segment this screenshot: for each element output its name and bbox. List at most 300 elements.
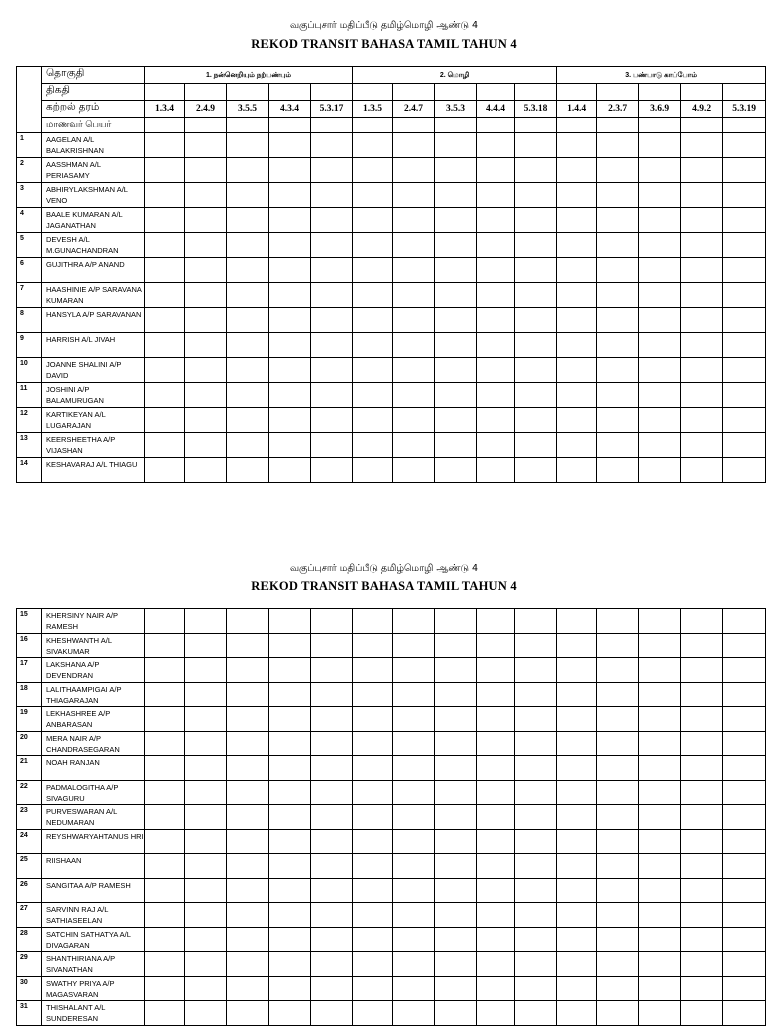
mark-cell[interactable] [185,308,227,333]
mark-cell[interactable] [723,458,766,483]
mark-cell[interactable] [597,333,639,358]
mark-cell[interactable] [393,658,435,683]
mark-cell[interactable] [185,158,227,183]
date-cell[interactable] [185,84,227,101]
mark-cell[interactable] [723,731,766,756]
mark-cell[interactable] [515,458,557,483]
mark-cell[interactable] [515,903,557,928]
mark-cell[interactable] [393,183,435,208]
date-cell[interactable] [435,84,477,101]
mark-cell[interactable] [557,283,597,308]
mark-cell[interactable] [145,283,185,308]
mark-cell[interactable] [227,283,269,308]
mark-cell[interactable] [597,358,639,383]
mark-cell[interactable] [477,854,515,879]
mark-cell[interactable] [681,707,723,732]
mark-cell[interactable] [723,383,766,408]
mark-cell[interactable] [477,633,515,658]
mark-cell[interactable] [269,878,311,903]
mark-cell[interactable] [597,927,639,952]
mark-cell[interactable] [353,756,393,781]
mark-cell[interactable] [145,258,185,283]
mark-cell[interactable] [681,903,723,928]
mark-cell[interactable] [393,927,435,952]
mark-cell[interactable] [477,927,515,952]
mark-cell[interactable] [477,878,515,903]
mark-cell[interactable] [393,258,435,283]
mark-cell[interactable] [145,976,185,1001]
mark-cell[interactable] [145,609,185,634]
mark-cell[interactable] [435,358,477,383]
mark-cell[interactable] [681,258,723,283]
mark-cell[interactable] [557,658,597,683]
mark-cell[interactable] [185,805,227,830]
mark-cell[interactable] [185,952,227,977]
mark-cell[interactable] [393,854,435,879]
mark-cell[interactable] [681,133,723,158]
mark-cell[interactable] [311,756,353,781]
mark-cell[interactable] [723,682,766,707]
mark-cell[interactable] [435,609,477,634]
mark-cell[interactable] [269,358,311,383]
mark-cell[interactable] [557,308,597,333]
mark-cell[interactable] [185,458,227,483]
mark-cell[interactable] [393,805,435,830]
mark-cell[interactable] [639,707,681,732]
mark-cell[interactable] [435,805,477,830]
mark-cell[interactable] [227,682,269,707]
mark-cell[interactable] [723,133,766,158]
mark-cell[interactable] [311,609,353,634]
mark-cell[interactable] [227,927,269,952]
mark-cell[interactable] [723,707,766,732]
mark-cell[interactable] [227,158,269,183]
mark-cell[interactable] [597,408,639,433]
mark-cell[interactable] [311,927,353,952]
mark-cell[interactable] [557,433,597,458]
mark-cell[interactable] [557,358,597,383]
mark-cell[interactable] [681,829,723,854]
mark-cell[interactable] [723,183,766,208]
mark-cell[interactable] [353,333,393,358]
mark-cell[interactable] [435,903,477,928]
mark-cell[interactable] [639,952,681,977]
mark-cell[interactable] [269,780,311,805]
mark-cell[interactable] [185,682,227,707]
mark-cell[interactable] [311,1001,353,1026]
mark-cell[interactable] [597,183,639,208]
mark-cell[interactable] [227,952,269,977]
mark-cell[interactable] [597,682,639,707]
mark-cell[interactable] [353,283,393,308]
mark-cell[interactable] [723,233,766,258]
mark-cell[interactable] [185,780,227,805]
mark-cell[interactable] [723,780,766,805]
mark-cell[interactable] [435,633,477,658]
mark-cell[interactable] [311,383,353,408]
mark-cell[interactable] [311,433,353,458]
mark-cell[interactable] [145,1001,185,1026]
mark-cell[interactable] [597,780,639,805]
mark-cell[interactable] [145,878,185,903]
mark-cell[interactable] [477,756,515,781]
mark-cell[interactable] [269,682,311,707]
mark-cell[interactable] [477,158,515,183]
mark-cell[interactable] [269,458,311,483]
date-cell[interactable] [723,84,766,101]
mark-cell[interactable] [597,383,639,408]
mark-cell[interactable] [269,433,311,458]
mark-cell[interactable] [557,383,597,408]
mark-cell[interactable] [639,183,681,208]
mark-cell[interactable] [639,658,681,683]
date-cell[interactable] [145,84,185,101]
mark-cell[interactable] [639,408,681,433]
mark-cell[interactable] [185,358,227,383]
mark-cell[interactable] [353,383,393,408]
mark-cell[interactable] [227,183,269,208]
mark-cell[interactable] [515,233,557,258]
mark-cell[interactable] [557,158,597,183]
mark-cell[interactable] [477,780,515,805]
mark-cell[interactable] [477,208,515,233]
mark-cell[interactable] [515,780,557,805]
mark-cell[interactable] [145,682,185,707]
mark-cell[interactable] [227,731,269,756]
mark-cell[interactable] [557,805,597,830]
mark-cell[interactable] [145,731,185,756]
mark-cell[interactable] [227,756,269,781]
mark-cell[interactable] [477,903,515,928]
mark-cell[interactable] [723,258,766,283]
mark-cell[interactable] [145,633,185,658]
mark-cell[interactable] [515,358,557,383]
mark-cell[interactable] [639,1001,681,1026]
mark-cell[interactable] [515,308,557,333]
mark-cell[interactable] [723,976,766,1001]
mark-cell[interactable] [681,927,723,952]
mark-cell[interactable] [681,458,723,483]
mark-cell[interactable] [393,233,435,258]
mark-cell[interactable] [515,258,557,283]
mark-cell[interactable] [393,756,435,781]
mark-cell[interactable] [723,633,766,658]
mark-cell[interactable] [353,780,393,805]
mark-cell[interactable] [515,383,557,408]
mark-cell[interactable] [227,780,269,805]
date-cell[interactable] [557,84,597,101]
mark-cell[interactable] [393,158,435,183]
mark-cell[interactable] [311,633,353,658]
mark-cell[interactable] [515,183,557,208]
mark-cell[interactable] [477,358,515,383]
mark-cell[interactable] [477,433,515,458]
mark-cell[interactable] [185,633,227,658]
date-cell[interactable] [227,84,269,101]
mark-cell[interactable] [269,1001,311,1026]
mark-cell[interactable] [269,658,311,683]
date-cell[interactable] [639,84,681,101]
mark-cell[interactable] [435,927,477,952]
mark-cell[interactable] [723,927,766,952]
mark-cell[interactable] [723,878,766,903]
mark-cell[interactable] [681,433,723,458]
mark-cell[interactable] [393,458,435,483]
mark-cell[interactable] [557,682,597,707]
mark-cell[interactable] [557,903,597,928]
mark-cell[interactable] [227,1001,269,1026]
mark-cell[interactable] [723,358,766,383]
mark-cell[interactable] [639,433,681,458]
mark-cell[interactable] [311,308,353,333]
mark-cell[interactable] [597,458,639,483]
mark-cell[interactable] [597,731,639,756]
mark-cell[interactable] [557,258,597,283]
mark-cell[interactable] [353,682,393,707]
mark-cell[interactable] [557,208,597,233]
mark-cell[interactable] [185,854,227,879]
mark-cell[interactable] [269,976,311,1001]
mark-cell[interactable] [681,408,723,433]
mark-cell[interactable] [311,458,353,483]
mark-cell[interactable] [515,829,557,854]
mark-cell[interactable] [435,829,477,854]
mark-cell[interactable] [353,878,393,903]
mark-cell[interactable] [477,805,515,830]
mark-cell[interactable] [723,433,766,458]
mark-cell[interactable] [393,208,435,233]
mark-cell[interactable] [269,805,311,830]
mark-cell[interactable] [597,233,639,258]
mark-cell[interactable] [435,433,477,458]
mark-cell[interactable] [269,609,311,634]
mark-cell[interactable] [353,927,393,952]
mark-cell[interactable] [477,609,515,634]
mark-cell[interactable] [435,408,477,433]
mark-cell[interactable] [435,878,477,903]
mark-cell[interactable] [393,829,435,854]
mark-cell[interactable] [557,854,597,879]
mark-cell[interactable] [639,233,681,258]
mark-cell[interactable] [515,731,557,756]
mark-cell[interactable] [435,658,477,683]
mark-cell[interactable] [227,658,269,683]
mark-cell[interactable] [185,433,227,458]
mark-cell[interactable] [681,283,723,308]
mark-cell[interactable] [353,133,393,158]
mark-cell[interactable] [145,903,185,928]
mark-cell[interactable] [477,658,515,683]
mark-cell[interactable] [639,829,681,854]
mark-cell[interactable] [145,133,185,158]
mark-cell[interactable] [311,952,353,977]
mark-cell[interactable] [597,158,639,183]
mark-cell[interactable] [353,658,393,683]
mark-cell[interactable] [145,780,185,805]
mark-cell[interactable] [185,408,227,433]
mark-cell[interactable] [639,158,681,183]
mark-cell[interactable] [353,258,393,283]
mark-cell[interactable] [269,927,311,952]
mark-cell[interactable] [353,308,393,333]
mark-cell[interactable] [639,805,681,830]
mark-cell[interactable] [311,358,353,383]
mark-cell[interactable] [681,780,723,805]
mark-cell[interactable] [597,952,639,977]
mark-cell[interactable] [515,854,557,879]
mark-cell[interactable] [639,780,681,805]
mark-cell[interactable] [145,383,185,408]
mark-cell[interactable] [227,308,269,333]
mark-cell[interactable] [557,829,597,854]
mark-cell[interactable] [723,952,766,977]
mark-cell[interactable] [597,805,639,830]
mark-cell[interactable] [639,731,681,756]
mark-cell[interactable] [393,283,435,308]
mark-cell[interactable] [353,731,393,756]
mark-cell[interactable] [477,408,515,433]
mark-cell[interactable] [597,829,639,854]
mark-cell[interactable] [639,927,681,952]
mark-cell[interactable] [639,854,681,879]
mark-cell[interactable] [353,854,393,879]
mark-cell[interactable] [477,731,515,756]
mark-cell[interactable] [353,609,393,634]
mark-cell[interactable] [353,952,393,977]
mark-cell[interactable] [145,308,185,333]
mark-cell[interactable] [353,903,393,928]
mark-cell[interactable] [477,258,515,283]
mark-cell[interactable] [639,133,681,158]
mark-cell[interactable] [477,233,515,258]
mark-cell[interactable] [515,333,557,358]
mark-cell[interactable] [681,308,723,333]
mark-cell[interactable] [515,283,557,308]
mark-cell[interactable] [145,829,185,854]
mark-cell[interactable] [227,633,269,658]
mark-cell[interactable] [185,903,227,928]
mark-cell[interactable] [353,183,393,208]
mark-cell[interactable] [185,976,227,1001]
mark-cell[interactable] [227,233,269,258]
mark-cell[interactable] [557,183,597,208]
mark-cell[interactable] [681,208,723,233]
mark-cell[interactable] [681,976,723,1001]
mark-cell[interactable] [185,756,227,781]
mark-cell[interactable] [515,208,557,233]
mark-cell[interactable] [393,383,435,408]
mark-cell[interactable] [185,333,227,358]
mark-cell[interactable] [393,780,435,805]
mark-cell[interactable] [515,756,557,781]
mark-cell[interactable] [311,976,353,1001]
mark-cell[interactable] [639,682,681,707]
mark-cell[interactable] [311,780,353,805]
mark-cell[interactable] [145,433,185,458]
mark-cell[interactable] [515,952,557,977]
mark-cell[interactable] [353,158,393,183]
mark-cell[interactable] [515,408,557,433]
mark-cell[interactable] [185,707,227,732]
mark-cell[interactable] [227,903,269,928]
mark-cell[interactable] [145,707,185,732]
mark-cell[interactable] [311,707,353,732]
mark-cell[interactable] [597,1001,639,1026]
mark-cell[interactable] [723,756,766,781]
mark-cell[interactable] [515,433,557,458]
mark-cell[interactable] [557,731,597,756]
mark-cell[interactable] [557,333,597,358]
mark-cell[interactable] [435,1001,477,1026]
mark-cell[interactable] [185,878,227,903]
mark-cell[interactable] [435,133,477,158]
mark-cell[interactable] [435,952,477,977]
mark-cell[interactable] [311,208,353,233]
mark-cell[interactable] [185,829,227,854]
date-cell[interactable] [515,84,557,101]
mark-cell[interactable] [557,878,597,903]
mark-cell[interactable] [597,633,639,658]
mark-cell[interactable] [227,976,269,1001]
mark-cell[interactable] [477,829,515,854]
mark-cell[interactable] [227,609,269,634]
mark-cell[interactable] [557,633,597,658]
mark-cell[interactable] [557,756,597,781]
mark-cell[interactable] [597,133,639,158]
mark-cell[interactable] [145,158,185,183]
mark-cell[interactable] [597,756,639,781]
mark-cell[interactable] [435,333,477,358]
mark-cell[interactable] [597,258,639,283]
mark-cell[interactable] [269,283,311,308]
mark-cell[interactable] [145,756,185,781]
mark-cell[interactable] [597,854,639,879]
mark-cell[interactable] [597,308,639,333]
date-cell[interactable] [311,84,353,101]
mark-cell[interactable] [393,133,435,158]
mark-cell[interactable] [145,233,185,258]
mark-cell[interactable] [681,383,723,408]
mark-cell[interactable] [557,780,597,805]
mark-cell[interactable] [269,158,311,183]
mark-cell[interactable] [227,854,269,879]
mark-cell[interactable] [269,258,311,283]
mark-cell[interactable] [435,731,477,756]
mark-cell[interactable] [597,903,639,928]
mark-cell[interactable] [515,927,557,952]
mark-cell[interactable] [557,952,597,977]
mark-cell[interactable] [145,183,185,208]
mark-cell[interactable] [269,233,311,258]
mark-cell[interactable] [393,731,435,756]
mark-cell[interactable] [269,408,311,433]
mark-cell[interactable] [185,233,227,258]
mark-cell[interactable] [311,408,353,433]
mark-cell[interactable] [435,258,477,283]
mark-cell[interactable] [227,133,269,158]
mark-cell[interactable] [353,433,393,458]
mark-cell[interactable] [477,183,515,208]
mark-cell[interactable] [435,383,477,408]
mark-cell[interactable] [311,658,353,683]
mark-cell[interactable] [557,927,597,952]
mark-cell[interactable] [639,458,681,483]
mark-cell[interactable] [185,283,227,308]
mark-cell[interactable] [435,458,477,483]
mark-cell[interactable] [227,383,269,408]
mark-cell[interactable] [435,780,477,805]
mark-cell[interactable] [353,976,393,1001]
